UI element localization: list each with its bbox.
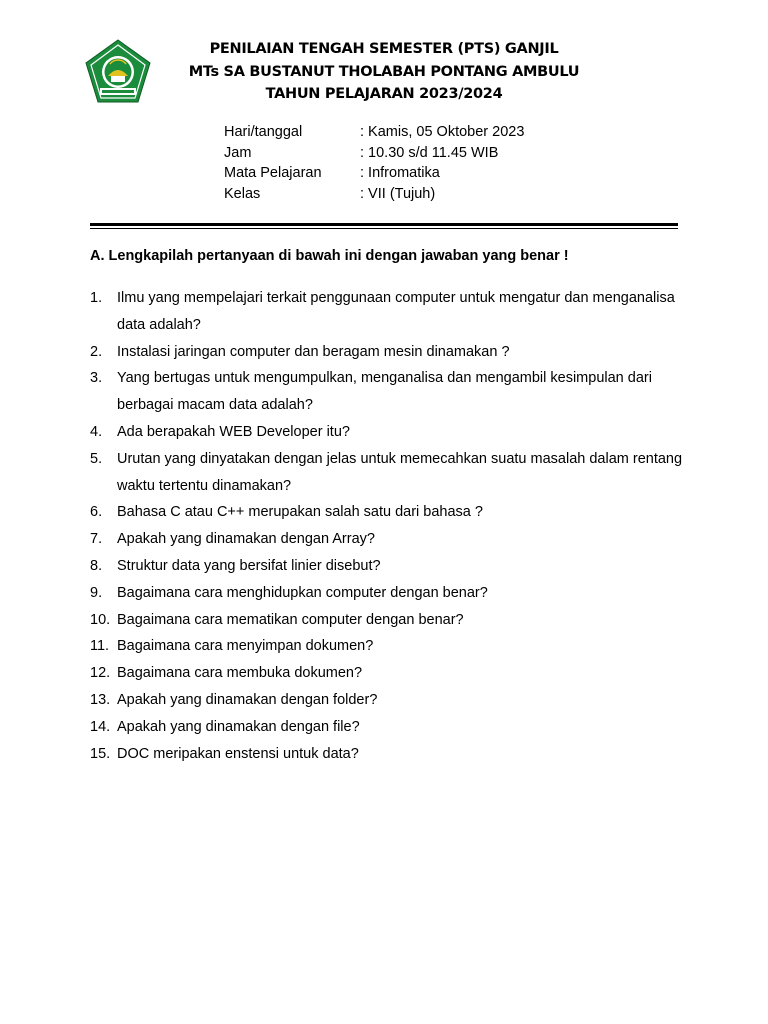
question-text: Bagaimana cara menyimpan dokumen?	[117, 638, 374, 655]
question-item	[90, 446, 690, 500]
header-line-exam-name: PENILAIAN TENGAH SEMESTER (PTS) GANJIL	[209, 41, 559, 57]
question-number: 5.	[90, 450, 103, 467]
info-row-date	[224, 122, 524, 143]
question-item	[90, 714, 690, 741]
question-text: Ada berapakah WEB Developer itu?	[117, 423, 350, 440]
question-item	[90, 499, 690, 526]
question-text: Bagaimana cara membuka dokumen?	[117, 665, 363, 682]
question-number: 4.	[90, 423, 103, 440]
info-value: : 10.30 s/d 11.45 WIB	[360, 144, 499, 161]
info-label: Mata Pelajaran	[224, 165, 322, 181]
info-value: : Infromatika	[360, 165, 440, 181]
question-item	[90, 687, 690, 714]
question-item	[90, 365, 690, 419]
question-text: DOC meripakan enstensi untuk data?	[117, 745, 359, 762]
question-number: 2.	[90, 343, 103, 360]
question-text: Bagaimana cara mematikan computer dengan benar?	[117, 611, 464, 628]
question-number: 15.	[90, 745, 111, 762]
question-text: Bagaimana cara menghidupkan computer dengan benar?	[117, 584, 488, 601]
info-row-time	[224, 143, 524, 164]
question-number: 3.	[90, 370, 103, 387]
question-item	[90, 741, 690, 768]
info-label: Hari/tanggal	[224, 124, 303, 140]
question-number: 13.	[90, 691, 111, 708]
question-item	[90, 526, 690, 553]
question-text: Bahasa C atau C++ merupakan salah satu dari bahasa ?	[117, 504, 483, 521]
question-item	[90, 339, 690, 366]
header-divider-thick	[90, 223, 678, 226]
question-text: Instalasi jaringan computer dan beragam mesin dinamakan ?	[117, 343, 510, 360]
info-label: Jam	[224, 144, 252, 161]
question-number: 1.	[90, 290, 103, 306]
info-label: Kelas	[224, 185, 261, 202]
question-text: Struktur data yang bersifat linier disebut?	[117, 557, 381, 574]
section-a-title: A. Lengkapilah pertanyaan di bawah ini dengan jawaban yang benar !	[90, 248, 569, 264]
exam-info-block	[224, 122, 524, 204]
question-text: Apakah yang dinamakan dengan file?	[117, 718, 360, 735]
question-text: Yang bertugas untuk mengumpulkan, menganalisa dan mengambil kesimpulan dari berbagai macam data adalah?	[117, 370, 652, 414]
info-value: : VII (Tujuh)	[360, 185, 436, 202]
exam-header	[160, 38, 608, 106]
question-text: Apakah yang dinamakan dengan Array?	[117, 531, 375, 548]
question-number: 9.	[90, 584, 103, 601]
question-text: Urutan yang dinyatakan dengan jelas untuk memecahkan suatu masalah dalam rentang waktu tertentu dinamakan?	[117, 450, 683, 494]
madrasah-emblem-icon	[84, 38, 152, 104]
question-number: 8.	[90, 557, 103, 574]
question-list	[90, 285, 690, 767]
info-value: : Kamis, 05 Oktober 2023	[360, 124, 525, 140]
info-row-subject	[224, 163, 524, 184]
question-number: 6.	[90, 504, 103, 521]
header-divider-thin	[90, 228, 678, 229]
question-item	[90, 553, 690, 580]
info-row-class	[224, 184, 524, 205]
header-line-school-name: MTs SA BUSTANUT THOLABAH PONTANG AMBULU	[188, 63, 580, 80]
question-number: 7.	[90, 531, 103, 548]
question-item	[90, 285, 690, 339]
header-line-school-year: TAHUN PELAJARAN 2023/2024	[265, 86, 503, 102]
question-item	[90, 660, 690, 687]
question-text: Apakah yang dinamakan dengan folder?	[117, 691, 378, 708]
question-text: Ilmu yang mempelajari terkait penggunaan computer untuk mengatur dan menganalisa data adalah?	[117, 290, 675, 333]
question-item	[90, 607, 690, 634]
question-item	[90, 419, 690, 446]
question-item	[90, 633, 690, 660]
question-number: 12.	[90, 665, 111, 682]
question-item	[90, 580, 690, 607]
question-number: 11.	[90, 638, 110, 655]
question-number: 14.	[90, 718, 111, 735]
question-number: 10.	[90, 611, 111, 628]
